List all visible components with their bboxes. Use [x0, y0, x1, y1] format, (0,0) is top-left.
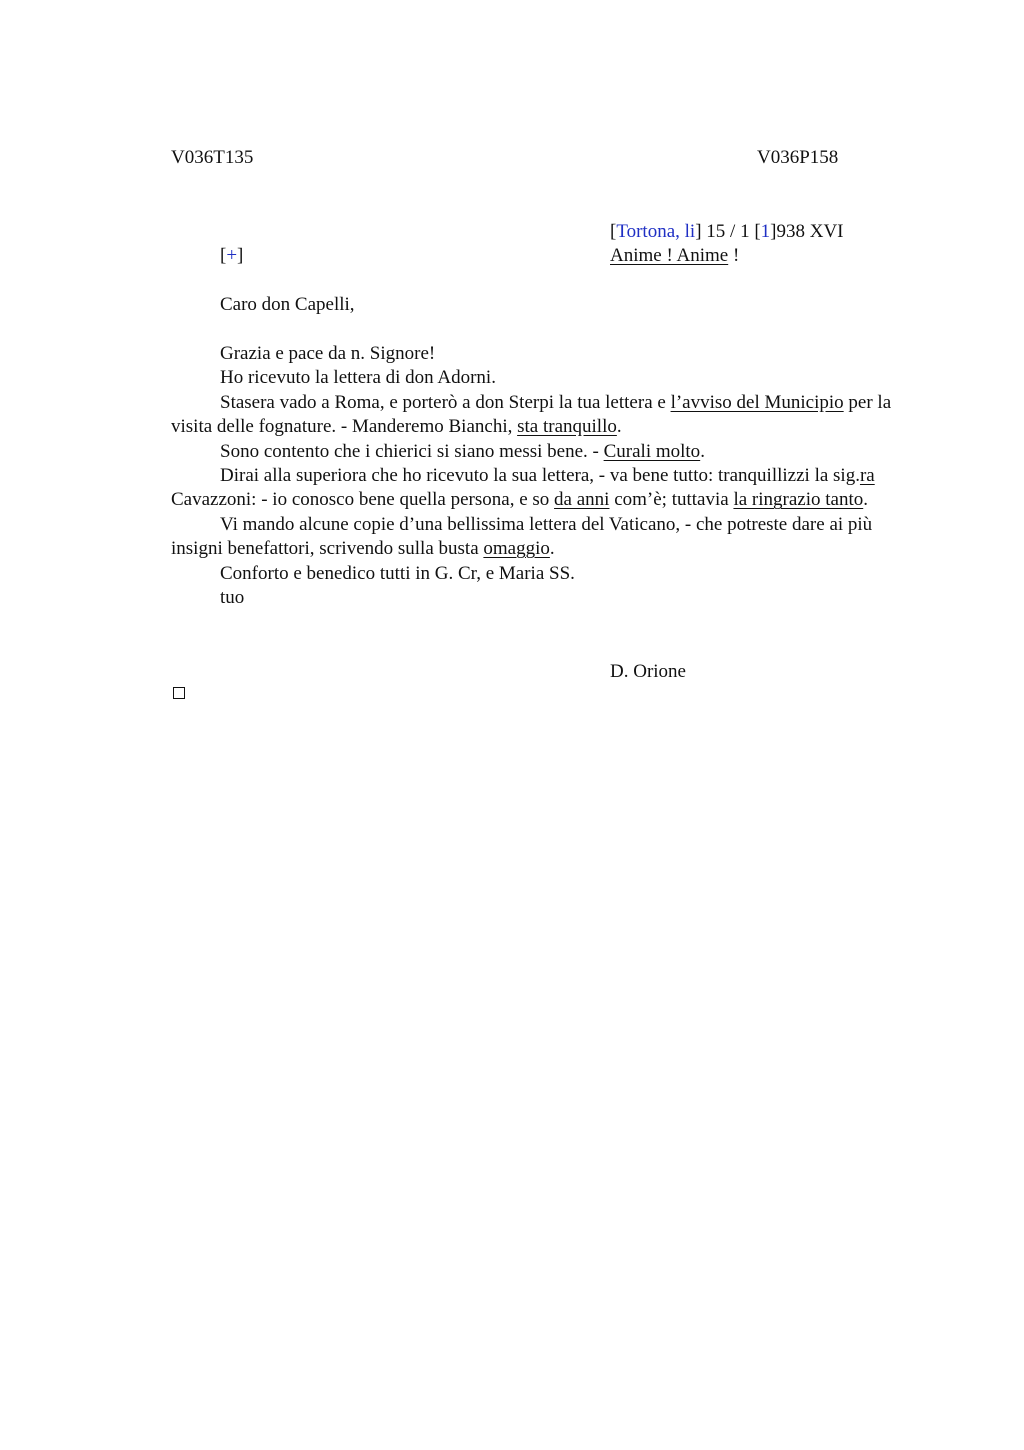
dateline-bracket-close: ] [695, 221, 702, 242]
text-run: per la visita delle fognature. - Manderemo Bianchi, [171, 391, 892, 438]
paragraph-clerics [171, 440, 901, 464]
signature: D. Orione [610, 661, 686, 682]
underlined-text: la ringrazio tanto [733, 489, 864, 511]
letter-body [171, 342, 901, 610]
text-run: . [549, 538, 555, 560]
motto-text: Anime ! Anime [610, 245, 729, 266]
dateline-date: 15 / 1 [701, 221, 755, 242]
text-run: . [616, 416, 622, 438]
underlined-text: Curali molto [603, 440, 701, 462]
cross-mark [220, 244, 243, 268]
cross-bracket-open: [ [220, 245, 227, 266]
underlined-text: sta tranquillo [517, 416, 617, 438]
motto [610, 244, 739, 268]
square-icon [173, 687, 185, 699]
motto-tail: ! [728, 245, 740, 266]
dateline-place: Tortona, li [616, 221, 696, 242]
dateline-year-digit: 1 [760, 221, 771, 242]
text-run: Dirai alla superiora che ho ricevuto la sua lettera, - va bene tutto: tranquillizzi la sig. [220, 465, 860, 487]
text-run: . [863, 489, 868, 511]
dateline-year-open: [ [754, 221, 761, 242]
closing-tuo: tuo [220, 587, 245, 609]
dateline-year-rest: ]938 XVI [770, 221, 844, 242]
text-run: Stasera vado a Roma, e porterò a don Sterpi la tua lettera e [220, 391, 671, 413]
underlined-text: l’avviso del Municipio [670, 391, 844, 413]
text-run: Cavazzoni: - io conosco bene quella persona, e so [171, 489, 555, 511]
paragraph-greeting: Grazia e pace da n. Signore! [220, 343, 436, 364]
paragraph-superior [171, 464, 901, 513]
cross-bracket-close: ] [237, 245, 244, 266]
text-run: Vi mando alcune copie d’una bellissima lettera del Vaticano, - che potreste dare ai più insigni benefattori, scrivendo sulla busta [171, 513, 873, 560]
text-run: Sono contento che i chierici si siano messi bene. - [220, 440, 604, 462]
salutation: Caro don Capelli, [220, 294, 355, 315]
paragraph-vatican [171, 513, 901, 562]
underlined-text: da anni [554, 489, 610, 511]
text-run: . [700, 440, 705, 462]
dateline-bracket-open: [ [610, 221, 617, 242]
document-code-right: V036P158 [757, 147, 839, 168]
underlined-text: omaggio [483, 538, 550, 560]
text-run: com’è; tuttavia [609, 489, 734, 511]
paragraph-blessing: Conforto e benedico tutti in G. Cr, e Maria SS. [220, 562, 575, 584]
paragraph-rome [171, 391, 901, 440]
document-code-left: V036T135 [171, 147, 254, 168]
cross-icon: + [226, 245, 238, 266]
dateline [610, 220, 844, 244]
underlined-text: ra [859, 465, 875, 487]
paragraph-received: Ho ricevuto la lettera di don Adorni. [220, 367, 496, 389]
